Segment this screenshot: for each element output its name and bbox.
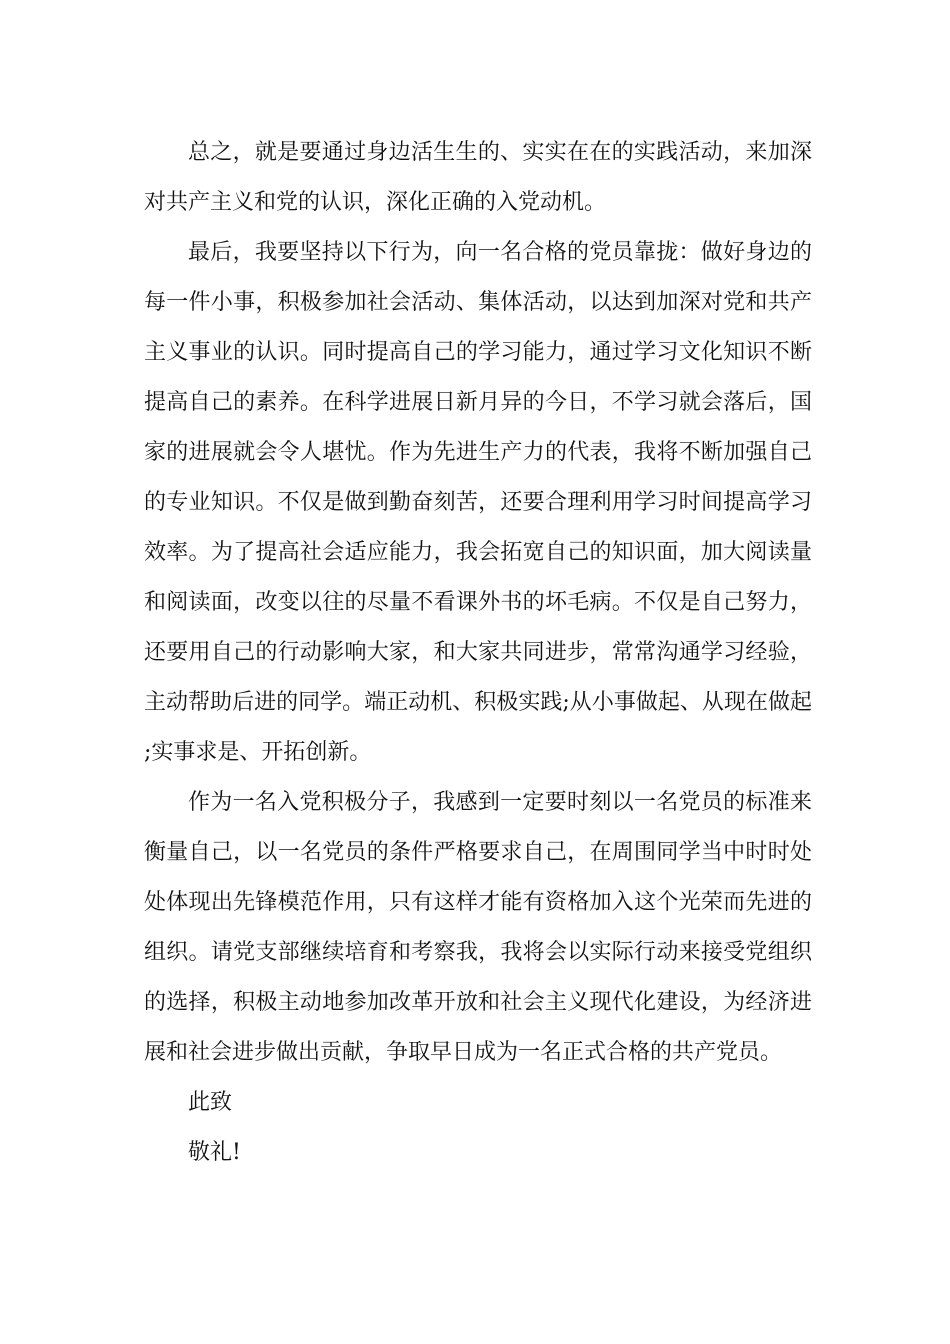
closing-regards: 敬礼! [188, 1140, 241, 1165]
closing-salutation: 此致 [188, 1090, 233, 1115]
paragraph-commitments: 最后，我要坚持以下行为，向一名合格的党员靠拢：做好身边的每一件小事，积极参加社会活动、集体活动，以达到加深对党和共产主义事业的认识。同时提高自己的学习能力，通过学习文化知识不断提高自己的素养。在科学进展日新月异的今日，不学习就会落后，国家的进展就会令人堪忧。作为先进生产力的代表，我将不断加强自己的专业知识。不仅是做到勤奋刻苦，还要合理利用学习时间提高学习效率。为了提高社会适应能力，我会拓宽自己的知识面，加大阅读量和阅读面，改变以往的尽量不看课外书的坏毛病。不仅是自己努力，还要用自己的行动影响大家，和大家共同进步，常常沟通学习经验，主动帮助后进的同学。端正动机、积极实践;从小事做起、从现在做起;实事求是、开拓创新。 [144, 240, 812, 765]
paragraph-conclusion: 总之，就是要通过身边活生生的、实实在在的实践活动，来加深对共产主义和党的认识，深化正确的入党动机。 [144, 140, 812, 215]
paragraph-pledge: 作为一名入党积极分子，我感到一定要时刻以一名党员的标准来衡量自己，以一名党员的条件严格要求自己，在周围同学当中时时处处体现出先锋模范作用，只有这样才能有资格加入这个光荣而先进的组织。请党支部继续培育和考察我，我将会以实际行动来接受党组织的选择，积极主动地参加改革开放和社会主义现代化建设，为经济进展和社会进步做出贡献，争取早日成为一名正式合格的共产党员。 [144, 790, 812, 1065]
letter-body [144, 128, 812, 1178]
